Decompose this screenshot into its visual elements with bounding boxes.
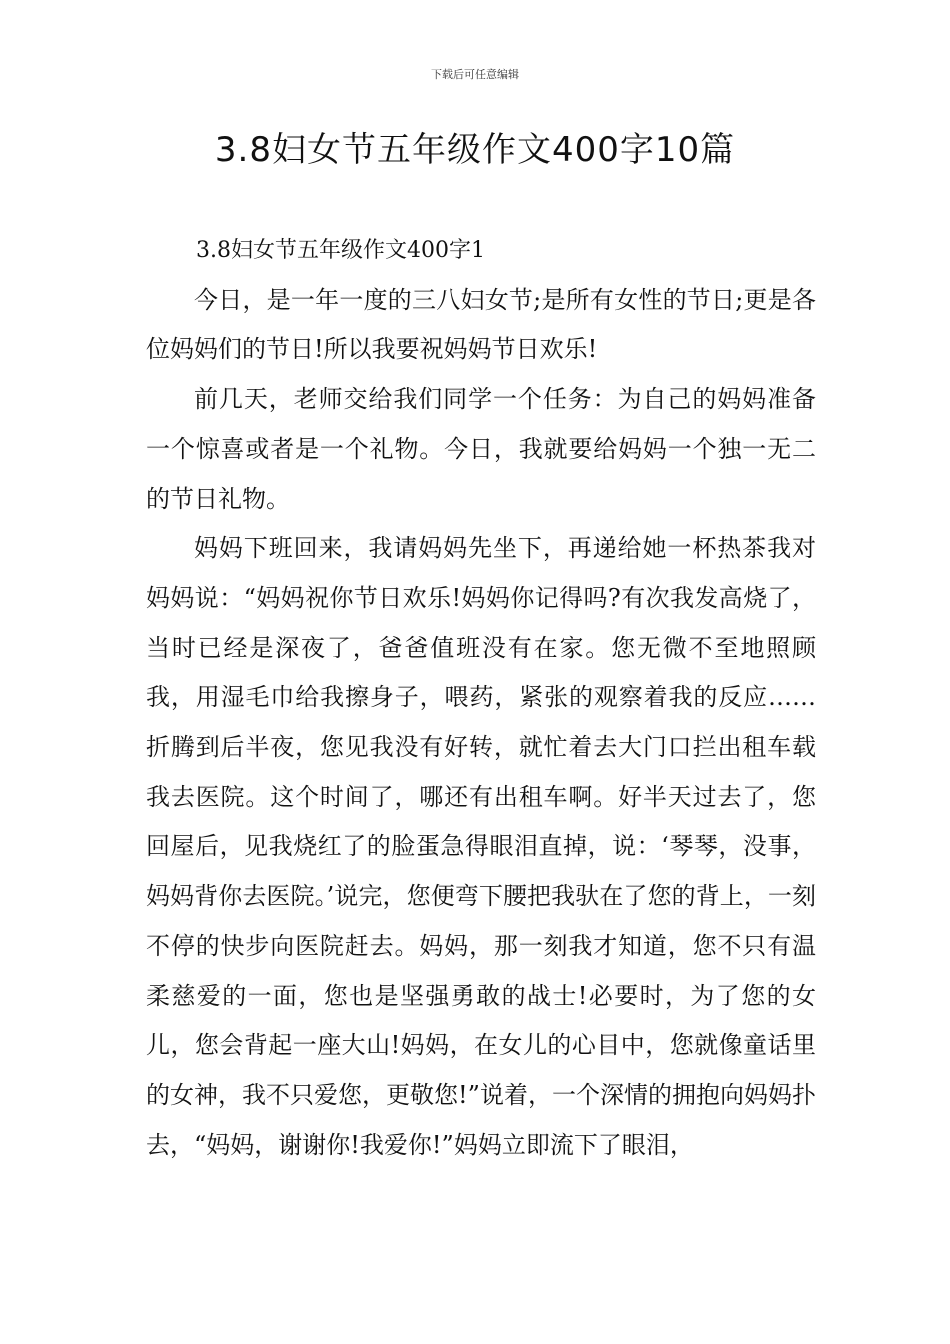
paragraph-3: 妈妈下班回来，我请妈妈先坐下，再递给她一杯热茶我对妈妈说：“妈妈祝你节日欢乐!妈妈你记得吗?有次我发高烧了，当时已经是深夜了，爸爸值班没有在家。您无微不至地照顾我，用湿毛巾给我擦身子，喂药，紧张的观察着我的反应……折腾到后半夜，您见我没有好转，就忙着去大门口拦出租车载我去医院。这个时间了，哪还有出租车啊。好半天过去了，您回屋后，见我烧红了的脸蛋急得眼泪直掉，说：‘琴琴，没事，妈妈背你去医院。’说完，您便弯下腰把我驮在了您的背上，一刻不停的快步向医院赶去。妈妈，那一刻我才知道，您不只有温柔慈爱的一面，您也是坚强勇敢的战士!必要时，为了您的女儿，您会背起一座大山!妈妈，在女儿的心目中，您就像童话里的女神，我不只爱您，更敬您!”说着，一个深情的拥抱向妈妈扑去，“妈妈，谢谢你!我爱你!”妈妈立即流下了眼泪，	[146, 534, 816, 1159]
section-title: 3.8妇女节五年级作文400字1	[196, 238, 485, 263]
document-body	[146, 226, 816, 1170]
document-title: 3.8妇女节五年级作文400字10篇	[214, 130, 736, 170]
header-note: 下载后可任意编辑	[431, 68, 519, 81]
paragraph-2: 前几天，老师交给我们同学一个任务：为自己的妈妈准备一个惊喜或者是一个礼物。今日，我就要给妈妈一个独一无二的节日礼物。	[146, 385, 816, 513]
paragraph-1: 今日，是一年一度的三八妇女节;是所有女性的节日;更是各位妈妈们的节日!所以我要祝妈妈节日欢乐!	[146, 285, 816, 364]
